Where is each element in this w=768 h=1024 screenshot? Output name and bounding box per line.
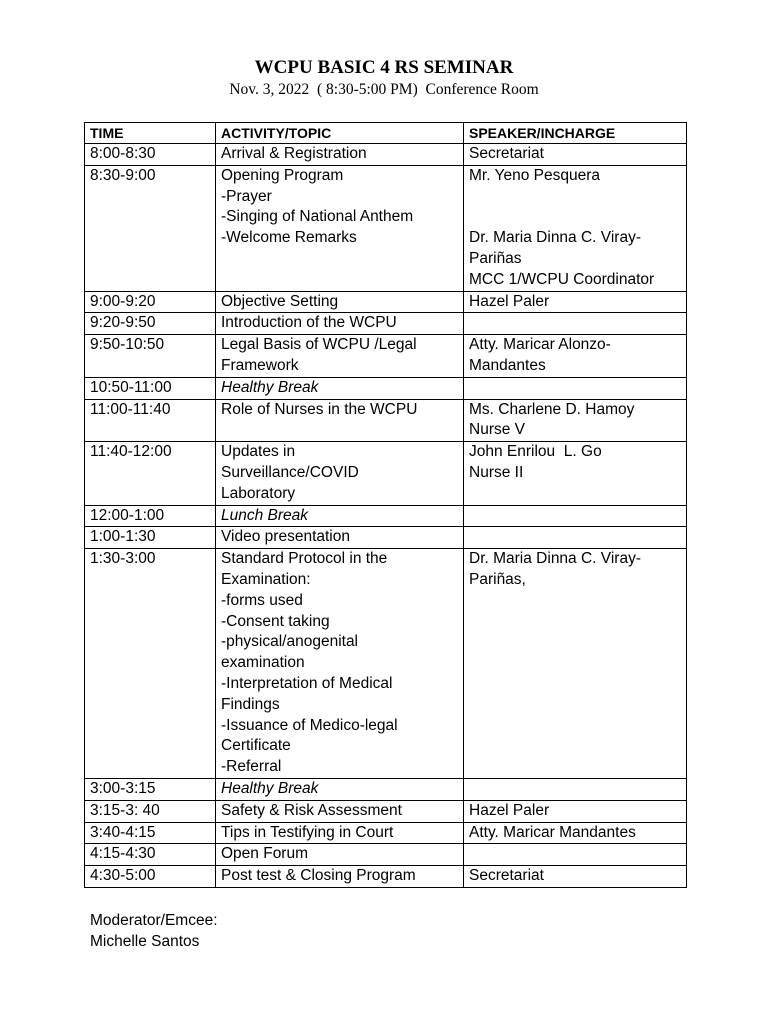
activity-line: Updates in (221, 443, 296, 461)
table-row (85, 377, 687, 399)
cell-activity (216, 377, 464, 399)
cell-time: 3:40-4:15 (85, 822, 216, 844)
speaker-line: Atty. Maricar Alonzo- (469, 336, 611, 354)
moderator-label: Moderator/Emcee: (90, 912, 218, 929)
speaker-line: MCC 1/WCPU Coordinator (469, 270, 655, 288)
speaker-line: John Enrilou L. Go (469, 443, 602, 461)
activity-line: -Singing of National Anthem (221, 208, 414, 226)
activity-line: -Welcome Remarks (221, 229, 357, 247)
activity-line: Lunch Break (221, 506, 309, 524)
activity-line: Introduction of the WCPU (221, 314, 397, 332)
activity-line: Open Forum (221, 845, 309, 863)
cell-activity (216, 505, 464, 527)
cell-activity (216, 313, 464, 335)
speaker-line: Pariñas, (469, 570, 526, 588)
table-row (85, 505, 687, 527)
activity-line: -Referral (221, 758, 282, 776)
cell-time: 1:30-3:00 (85, 549, 216, 779)
activity-line: Post test & Closing Program (221, 867, 416, 885)
cell-activity (216, 549, 464, 779)
activity-line: Certificate (221, 737, 291, 755)
cell-time: 9:20-9:50 (85, 313, 216, 335)
cell-activity (216, 165, 464, 291)
cell-activity (216, 399, 464, 442)
cell-speaker (464, 144, 687, 166)
activity-line: -forms used (221, 591, 303, 609)
activity-line: Framework (221, 356, 299, 374)
speaker-line (469, 207, 681, 228)
cell-speaker (464, 377, 687, 399)
table-row (85, 399, 687, 442)
activity-line: Arrival & Registration (221, 145, 367, 162)
speaker-line: Atty. Maricar Mandantes (469, 823, 636, 841)
activity-line: -Consent taking (221, 612, 330, 630)
activity-line: Video presentation (221, 528, 350, 546)
activity-line: Tips in Testifying in Court (221, 823, 394, 841)
table-row (85, 442, 687, 505)
speaker-line: Dr. Maria Dinna C. Viray- (469, 550, 641, 568)
date-time: Nov. 3, 2022 ( 8:30-5:00 PM) (229, 81, 418, 98)
cell-activity (216, 144, 464, 166)
cell-speaker (464, 844, 687, 866)
header-time: TIME (85, 123, 216, 144)
cell-time: 3:00-3:15 (85, 778, 216, 800)
cell-time: 9:50-10:50 (85, 335, 216, 378)
activity-line: Healthy Break (221, 779, 319, 797)
table-row (85, 822, 687, 844)
cell-time: 1:00-1:30 (85, 527, 216, 549)
cell-speaker (464, 527, 687, 549)
activity-line: -physical/anogenital (221, 633, 359, 651)
table-row (85, 144, 687, 166)
speaker-line: Dr. Maria Dinna C. Viray- (469, 229, 641, 247)
schedule-body (85, 144, 687, 888)
cell-speaker (464, 505, 687, 527)
table-header-row (85, 123, 687, 144)
document-title: WCPU BASIC 4 RS SEMINAR (254, 57, 514, 78)
cell-time: 10:50-11:00 (85, 377, 216, 399)
activity-line: -Interpretation of Medical (221, 674, 393, 692)
cell-activity (216, 291, 464, 313)
activity-line: Findings (221, 695, 280, 713)
activity-line: Role of Nurses in the WCPU (221, 400, 418, 418)
cell-time: 4:30-5:00 (85, 866, 216, 888)
table-row (85, 800, 687, 822)
speaker-line: Hazel Paler (469, 292, 550, 310)
cell-activity (216, 844, 464, 866)
activity-line: Safety & Risk Assessment (221, 801, 402, 819)
speaker-line: Secretariat (469, 867, 544, 885)
speaker-line: Ms. Charlene D. Hamoy (469, 400, 635, 418)
activity-line: Healthy Break (221, 378, 319, 396)
activity-line: -Prayer (221, 187, 272, 205)
activity-line: Objective Setting (221, 292, 339, 310)
table-row (85, 291, 687, 313)
cell-time: 11:40-12:00 (85, 442, 216, 505)
cell-time: 4:15-4:30 (85, 844, 216, 866)
table-row (85, 527, 687, 549)
cell-time: 8:30-9:00 (85, 165, 216, 291)
cell-activity (216, 442, 464, 505)
cell-speaker (464, 442, 687, 505)
speaker-line: Secretariat (469, 145, 544, 162)
cell-activity (216, 778, 464, 800)
header-activity: ACTIVITY/TOPIC (216, 123, 464, 144)
activity-line: Examination: (221, 570, 311, 588)
cell-activity (216, 822, 464, 844)
activity-line: Laboratory (221, 484, 296, 502)
cell-activity (216, 866, 464, 888)
activity-line: -Issuance of Medico-legal (221, 716, 398, 734)
table-row (85, 866, 687, 888)
cell-time: 3:15-3: 40 (85, 800, 216, 822)
cell-speaker (464, 866, 687, 888)
cell-time: 12:00-1:00 (85, 505, 216, 527)
cell-speaker (464, 822, 687, 844)
cell-activity (216, 335, 464, 378)
speaker-line: Nurse V (469, 421, 525, 439)
cell-speaker (464, 778, 687, 800)
table-row (85, 335, 687, 378)
table-row (85, 165, 687, 291)
cell-time: 9:00-9:20 (85, 291, 216, 313)
cell-activity (216, 527, 464, 549)
speaker-line: Mr. Yeno Pesquera (469, 166, 600, 184)
schedule-table (84, 122, 687, 888)
activity-line: Standard Protocol in the (221, 550, 388, 568)
cell-speaker (464, 313, 687, 335)
activity-line: Legal Basis of WCPU /Legal (221, 336, 417, 354)
activity-line: Surveillance/COVID (221, 463, 359, 481)
speaker-line: Hazel Paler (469, 801, 550, 819)
document-subtitle (0, 80, 768, 100)
cell-speaker (464, 399, 687, 442)
activity-line: examination (221, 654, 305, 672)
moderator-name: Michelle Santos (90, 933, 200, 950)
speaker-line: Nurse II (469, 463, 524, 481)
table-row (85, 778, 687, 800)
venue: Conference Room (425, 81, 539, 98)
speaker-line (469, 187, 681, 208)
activity-line: Opening Program (221, 166, 344, 184)
cell-activity (216, 800, 464, 822)
cell-speaker (464, 165, 687, 291)
speaker-line: Pariñas (469, 249, 522, 267)
table-row (85, 549, 687, 779)
cell-speaker (464, 335, 687, 378)
cell-speaker (464, 800, 687, 822)
moderator-block (90, 910, 218, 952)
speaker-line: Mandantes (469, 356, 546, 374)
header-speaker: SPEAKER/INCHARGE (464, 123, 687, 144)
cell-speaker (464, 291, 687, 313)
cell-speaker (464, 549, 687, 779)
table-row (85, 844, 687, 866)
cell-time: 8:00-8:30 (85, 144, 216, 166)
table-row (85, 313, 687, 335)
cell-time: 11:00-11:40 (85, 399, 216, 442)
